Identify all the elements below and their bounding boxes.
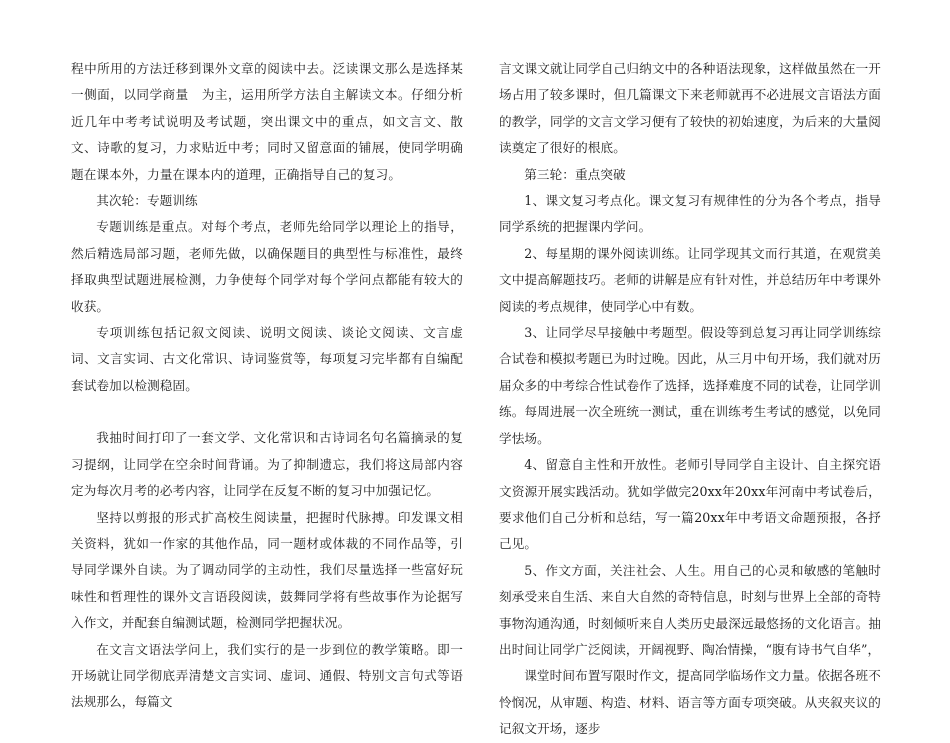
- paragraph-gap: [71, 399, 463, 425]
- left-column: [71, 56, 463, 716]
- right-heading-round-three: 第三轮：重点突破: [524, 166, 626, 182]
- right-item-4: 4、留意自主性和开放性。老师引导同学自主设计、自主探究语文资源开展实践活动。犹如学做完20xx年20xx年河南中考试卷后，要求他们自己分析和总结，写一篇20xx年中考语文命题预报，各抒己见。: [499, 457, 881, 552]
- left-paragraph-6: 在文言文语法学问上，我们实行的是一步到位的教学策略。即一开场就让同学彻底弄清楚文言实词、虚词、通假、特别文言句式等语法规那么，每篇文: [71, 641, 463, 710]
- left-paragraph-4: 我抽时间打印了一套文学、文化常识和古诗词名句名篇摘录的复习提纲，让同学在空余时间背诵。为了抑制遗忘，我们将这局部内容定为每次月考的必考内容，让同学在反复不断的复习中加强记忆。: [71, 430, 463, 499]
- left-paragraph-3: 专项训练包括记叙文阅读、说明文阅读、谈论文阅读、文言虚词、文言实词、古文化常识、诗词鉴赏等，每项复习完毕都有自编配套试卷加以检测稳固。: [71, 325, 463, 393]
- right-item-1: 1、课文复习考点化。课文复习有规律性的分为各个考点，指导同学系统的把握课内学问。: [499, 193, 881, 235]
- left-heading-round-two: 其次轮：专题训练: [96, 193, 198, 209]
- left-paragraph-5: 坚持以剪报的形式扩高校生阅读量，把握时代脉搏。印发课文相关资料，犹如一作家的其他作品，同一题材或体裁的不同作品等，引导同学课外自读。为了调动同学的主动性，我们尽量选择一些富好玩味性和哲理性的课外文言语段阅读，鼓舞同学将有些故事作为论据写入作文，并配套自编测试题，检测同学把握状况。: [71, 509, 463, 631]
- left-paragraph-1: 程中所用的方法迁移到课外文章的阅读中去。泛读课文那么是选择某一侧面，以同学商量 为主，运用所学方法自主解读文本。仔细分析近几年中考考试说明及考试题，突出课文中的重点，如文言文、散文、诗歌的复习，力求贴近中考；同时又留意面的铺展，使同学明确题在课本外，力量在课本内的道理，正确指导自己的复习。: [71, 61, 463, 182]
- right-item-5: 5、作文方面，关注社会、人生。用自己的心灵和敏感的笔触时刻承受来自生活、来自大自然的奇特信息，时刻与世界上全部的奇特事物沟通沟通，时刻倾听来自人类历史最深远最悠扬的文化语言。抽出时间让同学广泛阅读，开阔视野、陶冶情操，“腹有诗书气自华”，: [499, 562, 881, 657]
- right-paragraph-1: 言文课文就让同学自己归纳文中的各种语法现象，这样做虽然在一开场占用了较多课时，但几篇课文下来老师就再不必进展文言语法方面的教学，同学的文言文学习便有了较快的初始速度，为后来的大量阅读奠定了很好的根底。: [499, 61, 881, 156]
- right-column: [499, 56, 881, 743]
- right-item-3: 3、让同学尽早接触中考题型。假设等到总复习再让同学训练综合试卷和模拟考题已为时过晚。因此，从三月中旬开场，我们就对历届众多的中考综合性试卷作了选择，选择难度不同的试卷，让同学训练。每周进展一次全班统一测试，重在训练考生考试的感觉，以免同学怯场。: [499, 325, 881, 446]
- left-paragraph-2: 专题训练是重点。对每个考点，老师先给同学以理论上的指导，然后精选局部习题，老师先做，以确保题目的典型性与标准性，最终择取典型试题进展检测，力争使每个同学对每个学问点都能有较大的收获。: [71, 219, 463, 314]
- right-item-2: 2、每星期的课外阅读训练。让同学现其文而行其道，在观赏美文中提高解题技巧。老师的讲解是应有针对性，并总结历年中考课外阅读的考点规律，使同学心中有数。: [499, 245, 881, 314]
- right-paragraph-last: 课堂时间布置写限时作文，提高同学临场作文力量。依据各班不怜悯况，从审题、构造、材料、语言等方面专项突破。从夹叙夹议的记叙文开场，逐步: [499, 668, 881, 737]
